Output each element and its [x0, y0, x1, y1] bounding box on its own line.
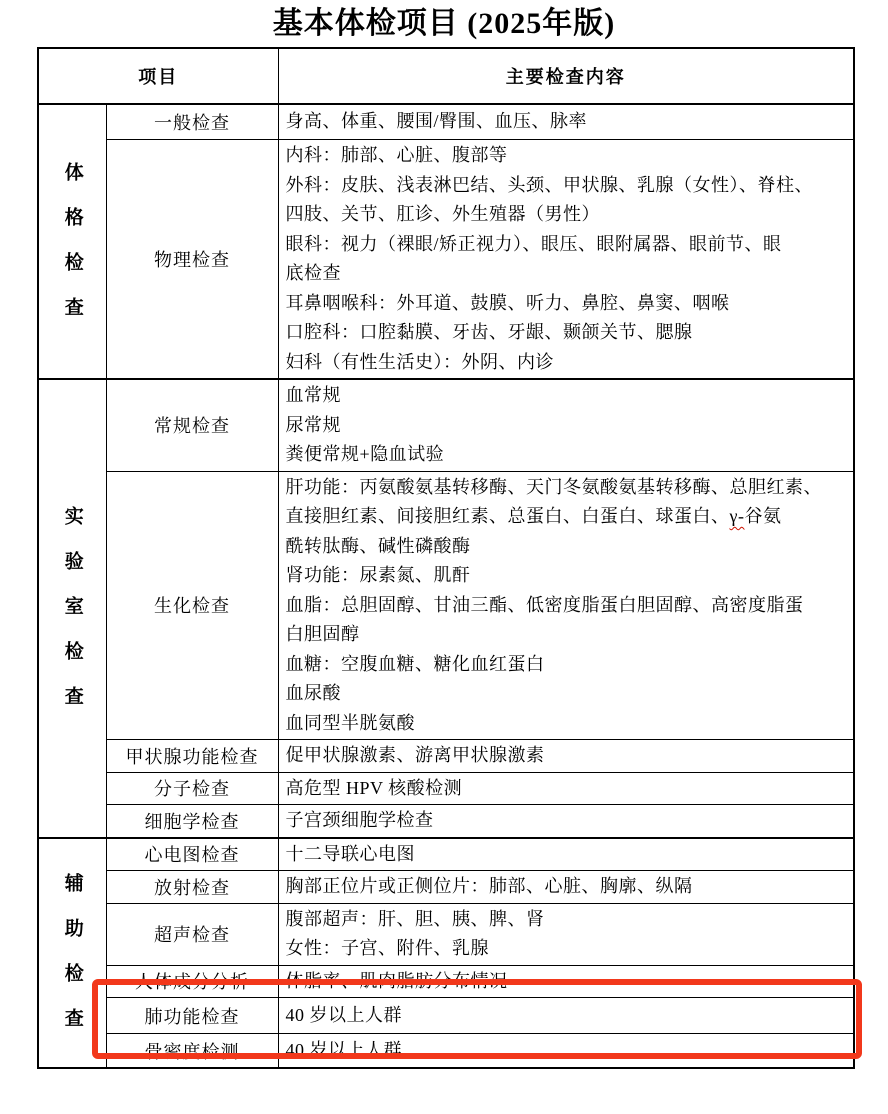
cell-line: 血尿酸	[285, 683, 341, 703]
cell-line: 眼科：视力（裸眼/矫正视力）、眼压、眼附属器、眼前节、眼	[285, 233, 782, 254]
cell-line: 粪便常规+隐血试验	[285, 444, 445, 464]
category-label: 体格检查	[61, 162, 83, 342]
table-row-radiology-exam	[38, 871, 854, 904]
cell-line: 促甲状腺激素、游离甲状腺激素	[285, 745, 545, 765]
table-row-molecular-exam	[38, 772, 854, 805]
cell-line: 口腔科：口腔黏膜、牙齿、牙龈、颞颌关节、腮腺	[285, 322, 693, 342]
exam-table	[37, 47, 855, 1069]
row-label: 甲状腺功能检查	[106, 740, 278, 773]
category-label: 实验室检查	[61, 506, 83, 732]
table-row-lung-function	[38, 998, 854, 1034]
col-header-content: 主要检查内容	[278, 48, 854, 104]
cell-line: 内科：肺部、心脏、腹部等	[285, 145, 508, 165]
table-row-body-composition	[38, 965, 854, 998]
document-title: 基本体检项目 (2025年版)	[272, 7, 616, 40]
table-row-physical-check	[38, 140, 854, 380]
row-label: 肺功能检查	[106, 998, 278, 1034]
cell-line: 子宫颈细胞学检查	[285, 810, 434, 830]
cell-line: 40 岁以上人群	[285, 1039, 402, 1060]
cell-line: 白胆固醇	[285, 624, 360, 644]
table-row-biochemistry-exam	[38, 471, 854, 740]
cell-line: 胸部正位片或正侧位片：肺部、心脏、胸廓、纵隔	[285, 876, 693, 896]
cell-line: 耳鼻咽喉科：外耳道、鼓膜、听力、鼻腔、鼻窦、咽喉	[285, 292, 730, 313]
cell-line: 肾功能：尿素氮、肌酐	[285, 565, 471, 585]
row-label: 生化检查	[106, 471, 278, 740]
cell-line: 妇科（有性生活史）：外阴、内诊	[285, 351, 554, 372]
cell-line: 40 岁以上人群	[285, 1004, 402, 1025]
cell-line: 体脂率、肌肉脂肪分布情况	[285, 970, 508, 991]
cell-line: 肝功能：丙氨酸氨基转移酶、天门冬氨酸氨基转移酶、总胆红素、	[285, 476, 822, 497]
table-row-cytology-exam	[38, 805, 854, 838]
cell-line: 女性：子宫、附件、乳腺	[285, 938, 489, 958]
table-row-general-exam	[38, 104, 854, 140]
cell-line: 腹部超声：肝、胆、胰、脾、肾	[285, 908, 545, 929]
cell-line: 高危型 HPV 核酸检测	[285, 777, 463, 798]
row-label: 人体成分分析	[106, 965, 278, 998]
table-row-bone-density	[38, 1034, 854, 1069]
row-label: 骨密度检测	[106, 1034, 278, 1069]
row-label: 心电图检查	[106, 838, 278, 871]
cell-line: 十二导联心电图	[285, 843, 415, 864]
row-label: 细胞学检查	[106, 805, 278, 838]
row-label: 放射检查	[106, 871, 278, 904]
row-label: 超声检查	[106, 903, 278, 965]
cell-line: 血常规	[285, 385, 341, 405]
cell-line: 血同型半胱氨酸	[285, 712, 415, 733]
cell-line: 酰转肽酶、碱性磷酸酶	[285, 535, 471, 556]
cell-line: 四肢、关节、肛诊、外生殖器（男性）	[285, 204, 600, 224]
category-label: 辅助检查	[61, 873, 83, 1054]
cell-line: 身高、体重、腰围/臀围、血压、脉率	[285, 111, 587, 132]
category-cell-auxiliary-exam	[38, 838, 106, 1069]
table-row-routine-exam	[38, 379, 854, 471]
cell-line: 外科：皮肤、浅表淋巴结、头颈、甲状腺、乳腺（女性）、脊柱、	[285, 174, 813, 195]
table-row-ultrasound-exam	[38, 903, 854, 965]
category-cell-laboratory-exam	[38, 379, 106, 838]
table-row-ecg-exam	[38, 838, 854, 871]
row-label: 一般检查	[106, 104, 278, 140]
table-row-thyroid-exam	[38, 740, 854, 773]
cell-line: 直接胆红素、间接胆红素、总蛋白、白蛋白、球蛋白、γ-谷氨	[285, 506, 782, 526]
spellcheck-underline: γ-	[729, 506, 745, 526]
row-label: 常规检查	[106, 379, 278, 471]
cell-line: 血糖：空腹血糖、糖化血红蛋白	[285, 653, 545, 674]
row-label: 分子检查	[106, 772, 278, 805]
cell-line: 血脂：总胆固醇、甘油三酯、低密度脂蛋白胆固醇、高密度脂蛋	[285, 594, 804, 615]
col-header-item: 项目	[38, 48, 278, 104]
category-cell-physical-exam	[38, 104, 106, 379]
cell-line: 尿常规	[285, 414, 341, 435]
row-label: 物理检查	[106, 140, 278, 380]
cell-line: 底检查	[285, 263, 341, 283]
header-row	[38, 48, 854, 104]
